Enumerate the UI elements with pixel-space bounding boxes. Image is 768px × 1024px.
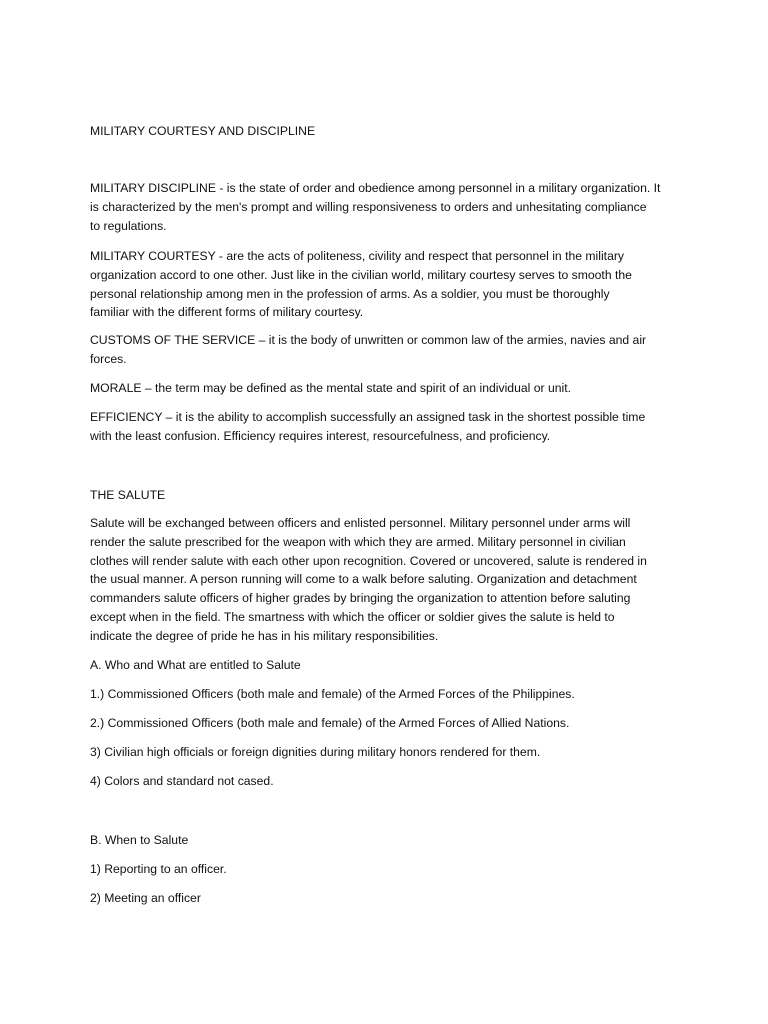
text-line: is characterized by the men's prompt and willing responsiveness to orders and unhesitating compliance [90,199,647,214]
section-a-heading: A. Who and What are entitled to Salute [90,658,301,672]
text-line: personal relationship among men in the profession of arms. As a soldier, you must be thoroughly [90,286,610,301]
text-line: with the least confusion. Efficiency requires interest, resourcefulness, and proficiency. [90,428,551,443]
text-line: familiar with the different forms of military courtesy. [90,305,364,320]
section-b-heading: B. When to Salute [90,833,189,847]
section-a-item: 3) Civilian high officials or foreign dignities during military honors rendered for them. [90,745,541,759]
section-a-item: 2.) Commissioned Officers (both male and female) of the Armed Forces of Allied Nations. [90,716,570,730]
text-line: render the salute prescribed for the weapon with which they are armed. Military personnel in civilian [90,534,626,549]
paragraph-salute [90,514,690,646]
text-line: MILITARY DISCIPLINE - is the state of order and obedience among personnel in a military organization. It [90,181,661,195]
section-a-item: 1.) Commissioned Officers (both male and female) of the Armed Forces of the Philippines. [90,687,575,701]
paragraph-military-discipline [90,179,690,235]
text-line: commanders salute officers of higher grades by bringing the organization to attention before saluting [90,591,631,606]
paragraph-customs-of-service [90,331,690,369]
section-a-item: 4) Colors and standard not cased. [90,774,274,788]
text-line: MILITARY COURTESY - are the acts of politeness, civility and respect that personnel in the military [90,249,624,263]
section-b-item: 1) Reporting to an officer. [90,862,227,876]
document-title: MILITARY COURTESY AND DISCIPLINE [90,124,316,138]
text-line: CUSTOMS OF THE SERVICE – it is the body of unwritten or common law of the armies, navies and air [90,333,647,347]
text-line: the usual manner. A person running will come to a walk before saluting. Organization and detachment [90,572,637,587]
text-line: organization accord to one other. Just like in the civilian world, military courtesy serves to smooth the [90,267,632,282]
salute-heading: THE SALUTE [90,488,166,502]
text-line: indicate the degree of pride he has in his military responsibilities. [90,628,439,643]
section-b-item: 2) Meeting an officer [90,891,201,905]
paragraph-morale: MORALE – the term may be defined as the mental state and spirit of an individual or unit. [90,381,571,395]
text-line: to regulations. [90,218,167,233]
paragraph-military-courtesy [90,247,690,322]
text-line: clothes will render salute with each other upon recognition. Covered or uncovered, salute is rendered in [90,553,647,568]
text-line: except when in the field. The smartness with which the officer or soldier gives the salute is held to [90,609,615,624]
text-line: forces. [90,351,127,366]
paragraph-efficiency [90,408,690,446]
text-line: EFFICIENCY – it is the ability to accomplish successfully an assigned task in the shortest possible time [90,410,646,424]
text-line: Salute will be exchanged between officers and enlisted personnel. Military personnel under arms will [90,516,631,530]
